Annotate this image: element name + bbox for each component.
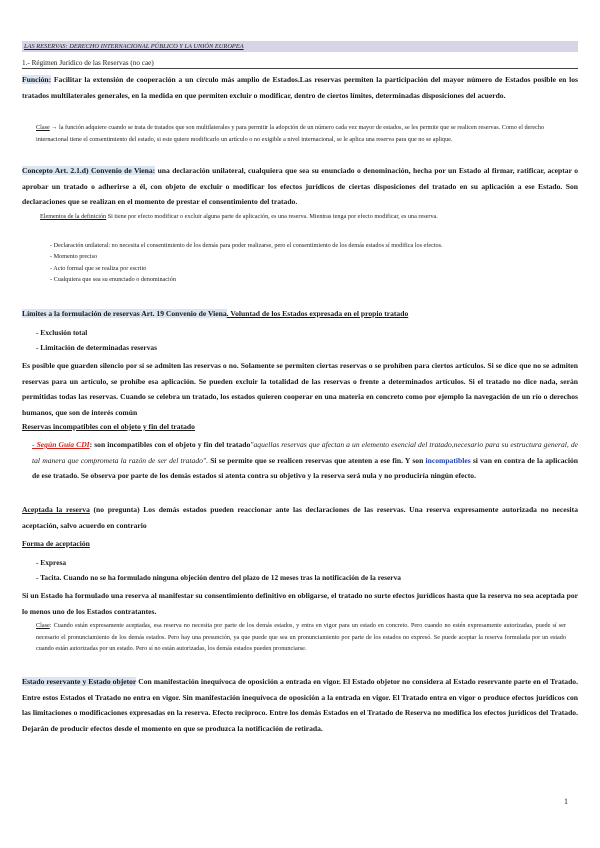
note-elementos: Elementos de la definición Si tiene por efecto modificar o excluir alguna parte de aplicación, es una reserva. Mientras tenga por efecto modificar, es una reserva. [40, 213, 438, 220]
limites-list [36, 325, 157, 355]
document-header: LAS RESERVAS: DERECHO INTERNACIONAL PÚBLICO Y LA UNIÓN EUROPEA [22, 41, 578, 52]
list-item: - Acto formal que se realiza por escrito [50, 264, 147, 272]
paragraph-posible: Es posible que guarden silencio por sí se admiten las reservas o no. Solamente se permiten ciertas reservas o se prohíben para ciertos artículos. Si se dice que no se admiten reservas para un artículo, se prohíbe esa aplicación. Se pueden excluir la totalidad de las reservas o frente a determinados artículos. Si el tratado no dice nada, serán permitidas todas las reservas. Cuando se celebra un tratado, los estados quieren cooperar en una materia en concreto como por ejemplo la navegación de un río o derechos humanos, que son de interés común [22, 361, 578, 417]
paragraph-limites: Límites a la formulación de reservas Art. 19 Convenio de Viena. Voluntad de los Estados expresada en el propio tratado [22, 309, 409, 318]
note-clase-1: Clase → la función adquiere cuando se trata de tratados que son multilaterales y para permitir la adopción de un número cada vez mayor de estados, se les permite que se realicen reservas. Como el derecho internacional tiene el consentimiento del estado, si este quiere modificarlo un artículo o no exigible a nivel internacional, se le aplica una reserva para que no se aplique. [36, 124, 545, 143]
label-concepto: Concepto Art. 2.1.d) Convenio de Viena: [22, 166, 156, 175]
elementos-list [50, 240, 490, 285]
paragraph-si-estado: Si un Estado ha formulado una reserva al manifestar su consentimiento definitivo en obligarse, el tratado no surte efectos jurídicos hasta que la reserva no sea aceptada por lo menos uno de los Estados contratantes. [22, 591, 578, 616]
heading-forma: Forma de aceptación [22, 539, 90, 548]
heading-incompatibles: Reservas incompatibles con el objeto y fin del tratado [22, 422, 195, 431]
section-title: 1.- Régimen Jurídico de las Reservas (no cae) [22, 58, 578, 69]
list-item: - Declaración unilateral: no necesita el consentimiento de los demás para poder realizarse, pero el consentimiento de los demás estados sí modifica los efectos. [50, 242, 443, 249]
label-funcion: Función: [22, 75, 52, 84]
list-item: - Exclusión total [36, 328, 88, 337]
list-item: - Limitación de determinadas reservas [36, 343, 157, 352]
term-incompatibles: incompatibles [425, 455, 471, 465]
paragraph-funcion: Función: Facilitar la extensión de cooperación a un círculo más amplio de Estados.Las reservas permiten la participación del mayor número de Estados posible en los tratados multilaterales generales, en la medida en que permiten excluir o modificar, dentro de ciertos límites, determinadas disposiciones del acuerdo. [22, 75, 578, 100]
label-estado: Estado reservante y Estado objetor [22, 677, 137, 686]
paragraph-estado: Estado reservante y Estado objetor Con manifestación inequívoca de oposición a entrada en vigor. El Estado objetor no considera al Estado reservante parte en el Tratado. Entre estos Estados el Tratado no entra en vigor. Sin manifestación inequívoca de oposición a la entrada en vigor. El Tratado entra en vigor o produce efectos jurídicos con las limitaciones o modificaciones expresadas en la reserva. Efecto recíproco. Entre los demás Estados en el Tratado de Reserva no modifica los efectos jurídicos del Tratado. Dejarán de producir efectos desde el momento en que se produzca la notificación de retirada. [22, 677, 578, 733]
forma-list [36, 555, 401, 585]
list-item: - Expresa [36, 558, 67, 567]
link-guia-cdi: - Según Guía CDI [32, 440, 90, 449]
list-item: - Momento preciso [50, 253, 98, 261]
page-number: 1 [564, 797, 568, 806]
paragraph-incompatibles: - Según Guía CDI: son incompatibles con el objeto y fin del tratado"aquellas reservas que afectan a un elemento esencial del tratado,necesario para su estructura general, de tal manera que comprometa la razón de ser del tratado". Si se permite que se realicen reservas que atenten a ese fin. Y son incompatibles si van en contra de la aplicación de ese tratado. Se observa por parte de los demás estados si atenta contra su objetivo y la reserva será nula y no produciría ningún efecto. [32, 440, 578, 480]
paragraph-concepto: Concepto Art. 2.1.d) Convenio de Viena: una declaración unilateral, cualquiera que sea su enunciado o denominación, hecha por un Estado al firmar, ratificar, aceptar o aprobar un tratado o adherirse a él, con objeto de excluir o modificar los efectos jurídicos de ciertas disposiciones del tratado en su aplicación a ese Estado. Son declaraciones que se realizan en el momento de prestar el consentimiento del tratado. [22, 166, 578, 206]
label-limites: Límites a la formulación de reservas Art. 19 Convenio de Viena [22, 309, 227, 318]
paragraph-aceptada: Aceptada la reserva (no pregunta) Los demás estados pueden reaccionar ante las declaraciones de las reservas. Una reserva expresamente autorizada no necesita aceptación, salvo acuerdo en contrario [22, 505, 578, 530]
note-clase-2: Clase: Cuando están expresamente aceptadas, esa reserva no necesita por parte de los demás estados, y entra en vigor para un estado en concreto. Pero cuando no estén expresamente autorizadas, puede sí ser necesario el pronunciamiento de los demás estados. Pero hay una presunción, ya que puede que sea un pronunciamiento por parte de los estados no expresó. Se puede aceptar la reserva formulada por un estado cuando están autorizadas por un estado. Pero sí no están autorizadas, los demás estados pueden pronunciarse. [36, 622, 566, 652]
list-item: - Tacita. Cuando no se ha formulado ninguna objeción dentro del plazo de 12 meses tras la notificación de la reserva [36, 573, 401, 582]
list-item: - Cualquiera que sea su enunciado o denominación [50, 275, 176, 283]
